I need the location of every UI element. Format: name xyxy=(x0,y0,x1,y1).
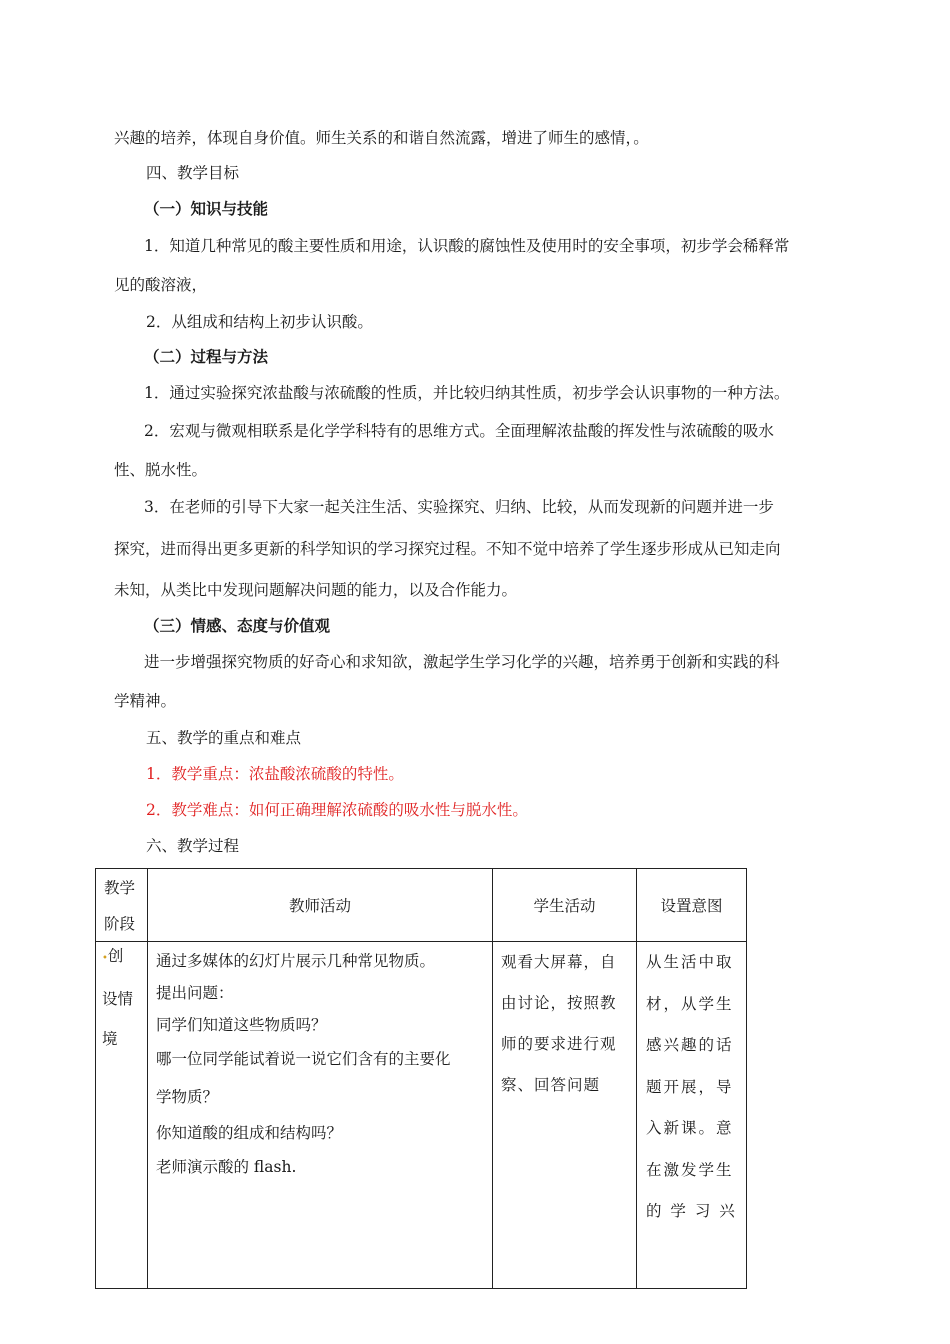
stage-line1 xyxy=(102,936,147,979)
student-activity-cell xyxy=(493,942,637,1289)
header-teacher-label: 教师活动 xyxy=(288,897,351,915)
subheading-process-methods: （二）过程与方法 xyxy=(144,347,269,366)
teacher-line: 哪一位同学能试着说一说它们含有的主要化 xyxy=(156,1050,451,1068)
student-line: 观看大屏幕，自 xyxy=(501,953,617,971)
teacher-line: 你知道酸的组成和结构吗？ xyxy=(156,1124,343,1142)
header-student-label: 学生活动 xyxy=(533,897,596,915)
subheading-knowledge-skills: （一）知识与技能 xyxy=(144,199,269,218)
header-intent-label: 设置意图 xyxy=(660,897,723,915)
table-header-row xyxy=(96,869,747,942)
student-line: 察、回答问题 xyxy=(501,1076,601,1094)
emotion-item-line1: 进一步增强探究物质的好奇心和求知欲，激起学生学习化学的兴趣，培养勇于创新和实践的科 xyxy=(144,653,780,671)
student-line: 师的要求进行观 xyxy=(501,1035,617,1053)
section-heading-process: 六、教学过程 xyxy=(146,837,240,855)
section-heading-objectives: 四、教学目标 xyxy=(146,164,240,182)
stage-cell xyxy=(96,942,148,1289)
header-stage-line1: 教学 xyxy=(104,879,136,897)
method-item-2-line2: 性、脱水性。 xyxy=(114,461,208,479)
teacher-line: 提出问题： xyxy=(156,984,234,1002)
teacher-line: 同学们知道这些物质吗？ xyxy=(156,1016,327,1034)
header-student xyxy=(493,869,637,942)
intent-line: 在激发学生 xyxy=(646,1160,734,1179)
student-line: 由讨论，按照教 xyxy=(501,994,617,1012)
stage-line2: 设情 xyxy=(102,990,134,1008)
difficult-point: 2．教学难点：如何正确理解浓硫酸的吸水性与脱水性。 xyxy=(146,801,528,819)
intent-line: 的 学 习 兴 xyxy=(646,1202,737,1220)
header-teacher xyxy=(148,869,493,942)
bullet-mark-icon: • xyxy=(102,953,108,964)
intent-cell xyxy=(637,942,747,1289)
knowledge-item-1-line1: 1．知道几种常见的酸主要性质和用途，认识酸的腐蚀性及使用时的安全事项，初步学会稀释常 xyxy=(144,237,790,255)
teacher-activity-cell xyxy=(148,942,493,1289)
teacher-line: 老师演示酸的 flash. xyxy=(156,1158,297,1176)
key-point: 1．教学重点：浓盐酸浓硫酸的特性。 xyxy=(146,765,404,783)
stage-line3: 境 xyxy=(102,1030,118,1048)
section-heading-key-difficult: 五、教学的重点和难点 xyxy=(146,729,302,747)
emotion-item-line2: 学精神。 xyxy=(114,692,177,710)
intent-line: 从生活中取 xyxy=(646,953,734,971)
teaching-process-table xyxy=(95,868,747,1289)
teacher-line: 通过多媒体的幻灯片展示几种常见物质。 xyxy=(156,952,436,970)
intent-line: 题开展，导 xyxy=(646,1077,734,1096)
method-item-3-line2: 探究，进而得出更多更新的科学知识的学习探究过程。不知不觉中培养了学生逐步形成从已知走向 xyxy=(114,540,781,558)
table-row xyxy=(96,942,747,1289)
subheading-emotion-values: （三）情感、态度与价值观 xyxy=(144,616,331,635)
knowledge-item-1-line2: 见的酸溶液， xyxy=(114,276,208,294)
teacher-line: 学物质？ xyxy=(156,1088,219,1106)
method-item-3-line1: 3．在老师的引导下大家一起关注生活、实验探究、归纳、比较，从而发现新的问题并进一步 xyxy=(144,498,774,516)
header-stage-line2: 阶段 xyxy=(104,915,136,933)
knowledge-item-2: 2．从组成和结构上初步认识酸。 xyxy=(146,313,373,331)
header-stage xyxy=(96,869,148,942)
method-item-1: 1．通过实验探究浓盐酸与浓硫酸的性质，并比较归纳其性质，初步学会认识事物的一种方法。 xyxy=(144,384,790,402)
header-intent xyxy=(637,869,747,942)
stage-line1-text: 创 xyxy=(107,947,124,965)
method-item-3-line3: 未知，从类比中发现问题解决问题的能力，以及合作能力。 xyxy=(114,581,518,599)
intent-line: 材，从学生 xyxy=(646,994,734,1013)
method-item-2-line1: 2．宏观与微观相联系是化学学科特有的思维方式。全面理解浓盐酸的挥发性与浓硫酸的吸水 xyxy=(144,422,774,440)
intro-paragraph: 兴趣的培养，体现自身价值。师生关系的和谐自然流露，增进了师生的感情，。 xyxy=(114,129,649,147)
intent-line: 感兴趣的话 xyxy=(646,1036,734,1054)
intent-line: 入新课。意 xyxy=(646,1119,734,1137)
